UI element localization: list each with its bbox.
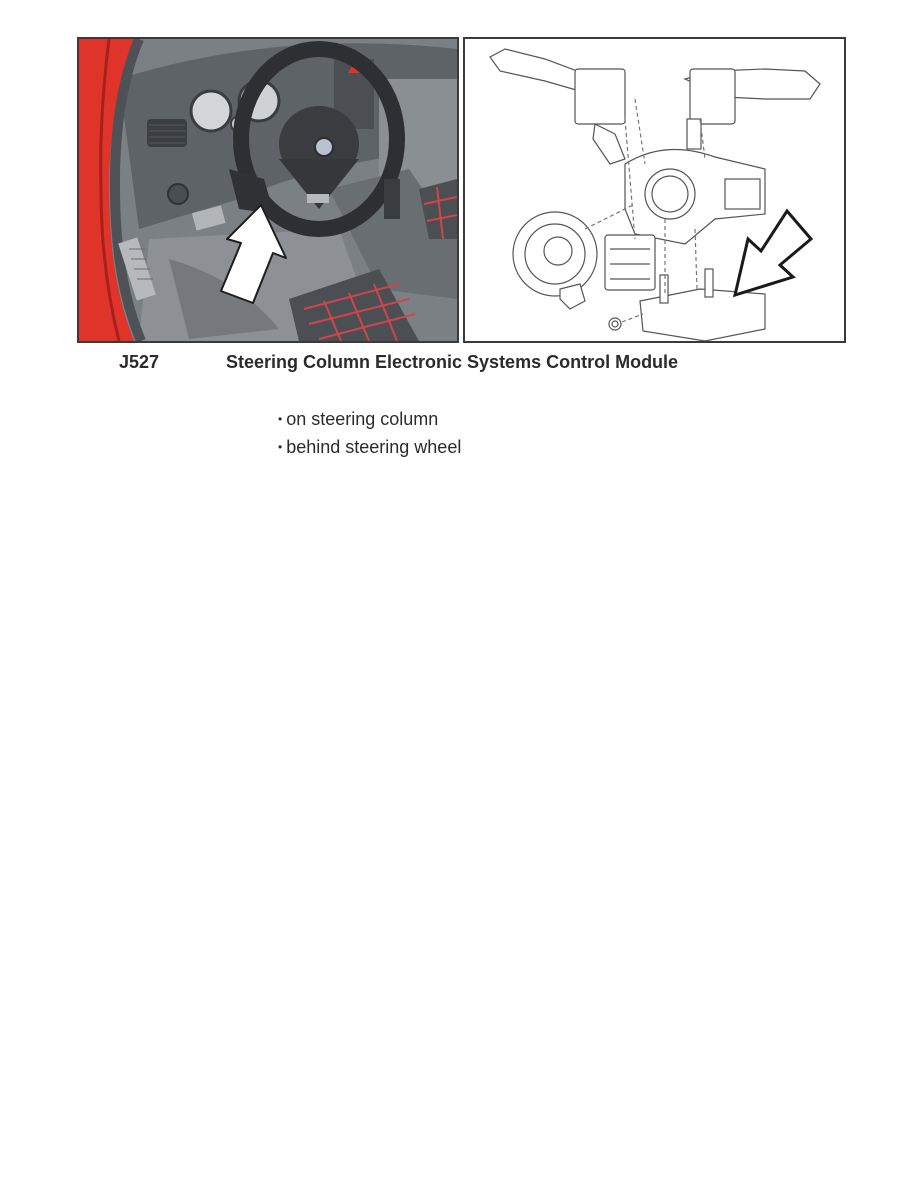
exploded-diagram [463,37,846,343]
exploded-diagram-illustration [465,39,844,341]
location-item: • on steering column [278,406,461,434]
outline-arrow-down-left-icon [735,211,811,295]
interior-photo [77,37,459,343]
location-list [278,406,461,462]
interior-photo-illustration [79,39,457,341]
component-code: J527 [119,352,160,372]
component-name: Steering Column Electronic Systems Control Module [226,352,679,372]
location-item: • behind steering wheel [278,434,461,462]
